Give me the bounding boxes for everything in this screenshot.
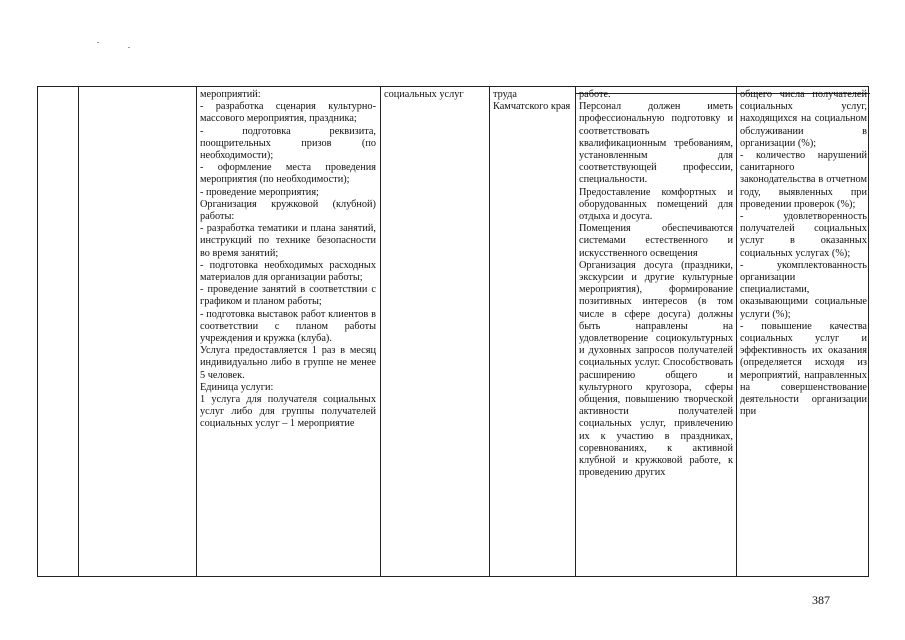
page-number: 387 — [812, 593, 830, 607]
services-table — [37, 86, 869, 577]
column-divider — [380, 87, 381, 576]
conditions-cell: работе. Персонал должен иметь профессиональную подготовку и соответствовать квалификационным требованиям, установленным для соответствующей профессии, специальности. Предоставление комфортных и оборудованных помещений для отдыха и досуга. Помещения обеспечиваются системами естественного и искусственного освещения Организация досуга (праздники, экскурсии и другие культурные мероприятия), формирование позитивных интересов (в том числе в сфере досуга) должны быть направлены на удовлетворение социокультурных и духовных запросов получателей социальных услуг. Способствовать расширению общего и культурного кругозора, сферы общения, повышению творческой активности получателей социальных услуг, привлечению их к участию в праздниках, соревнованиях, к активной клубной и кружковой работе, к проведению других — [579, 89, 733, 479]
indicators-cell: общего числа получателей социальных услуг, находящихся на социальном обслуживании в организации (%); - количество нарушений санитарного законодательства в отчетном году, выявленных при проведении проверок (%); - удовлетворенность получателей социальных услуг в оказанных социальных услугах (%); - укомплектованность организации специалистами, оказывающими социальные услуги (%); - повышение качества социальных услуг и эффективность их оказания (определяется исходя из мероприятий, направленных на совершенствование деятельности организации при — [740, 89, 867, 418]
regulation-cell: труда Камчатского края — [493, 89, 571, 113]
recipients-cell: социальных услуг — [384, 89, 464, 100]
column-divider — [489, 87, 490, 576]
activities-cell: мероприятий: - разработка сценария культурно-массового мероприятия, праздника; - подготовка реквизита, поощрительных призов (по необходимости); - оформление места проведения мероприятия (по необходимости); - проведение мероприятия; Организация кружковой (клубной) работы: - разработка тематики и плана занятий, инструкций по технике безопасности во время занятий; - подготовка необходимых расходных материалов для организации работы; - проведение занятий в соответствии с графиком и планом работы; - подготовка выставок работ клиентов в соответствии с планом работы учреждения и кружка (клуба). Услуга предоставляется 1 раз в месяц индивидуально либо в группе не менее 5 человек. Единица услуги: 1 услуга для получателя социальных услуг либо для группы получателей социальных услуг – 1 мероприятие — [200, 89, 376, 430]
column-divider — [196, 87, 197, 576]
column-divider — [78, 87, 79, 576]
column-divider — [575, 87, 576, 576]
column-divider — [736, 87, 737, 576]
scan-speck — [128, 47, 130, 48]
scan-speck — [97, 42, 99, 43]
